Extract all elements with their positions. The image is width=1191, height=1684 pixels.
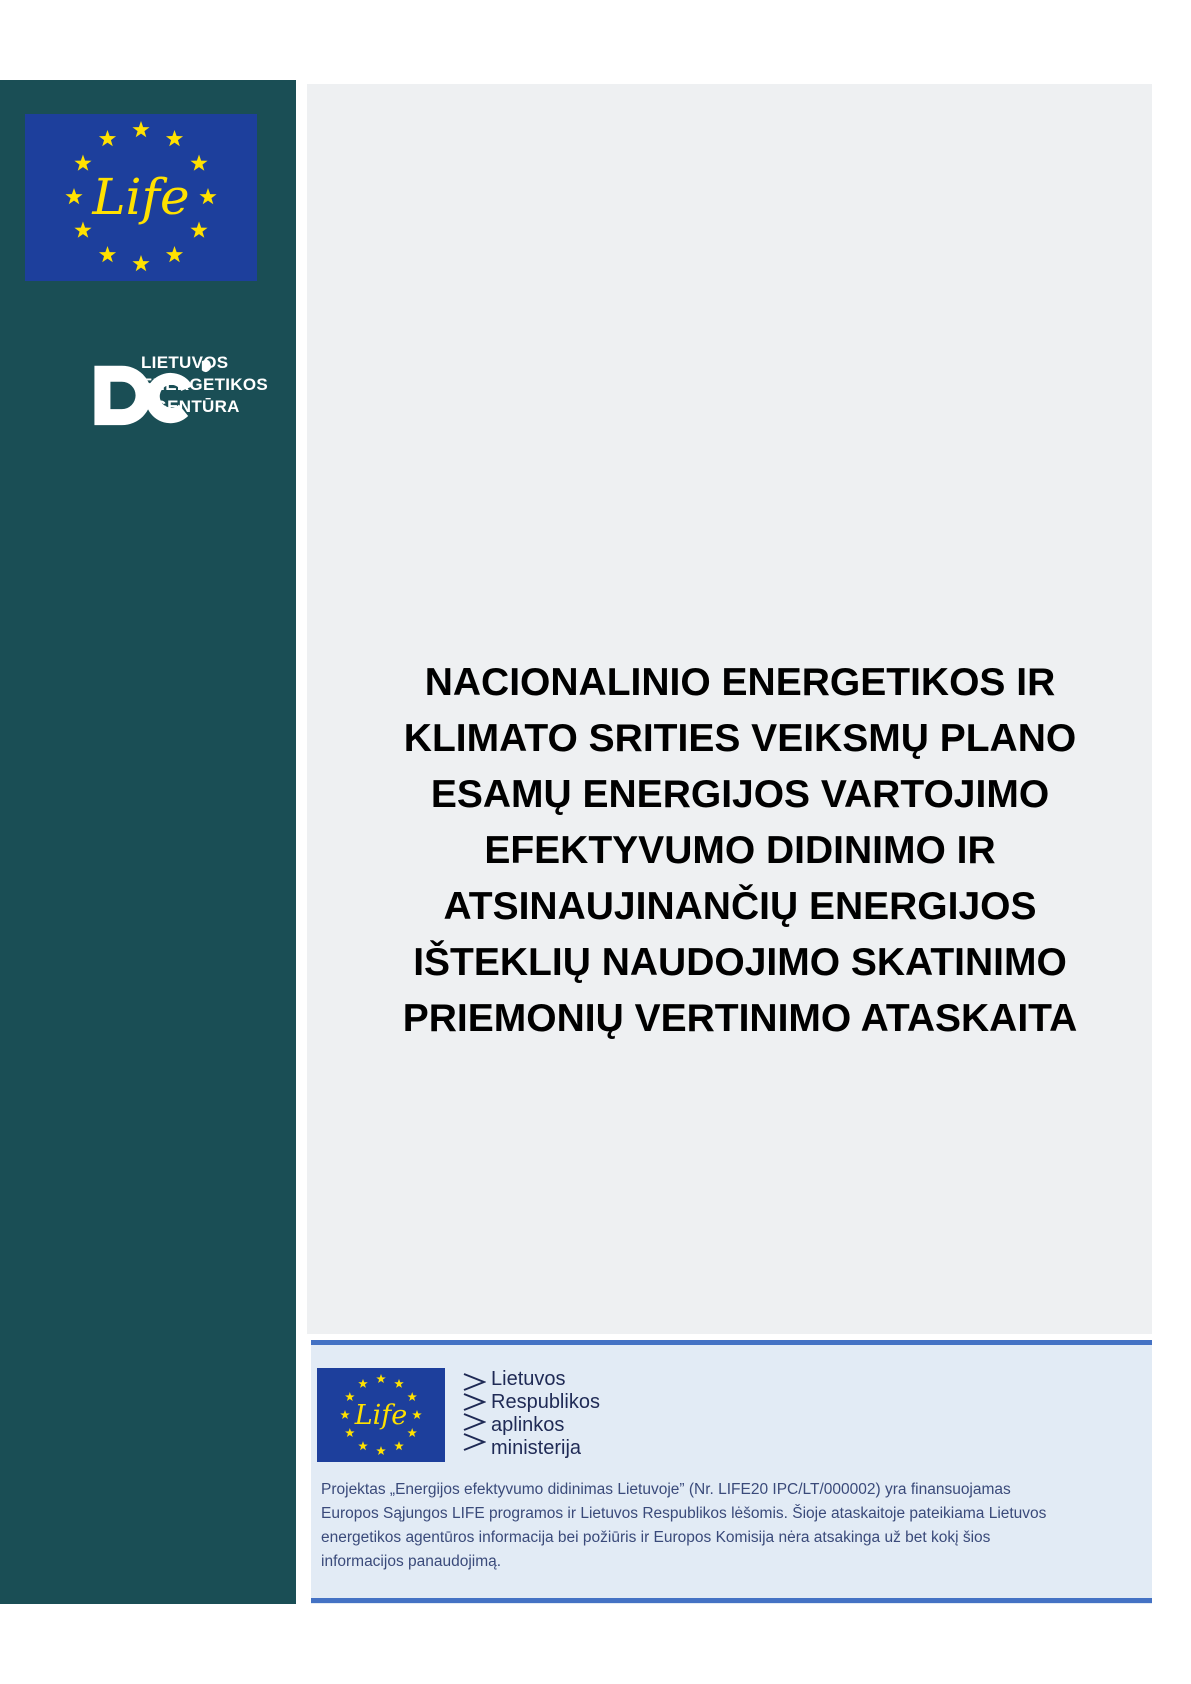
- title-line: ESAMŲ ENERGIJOS VARTOJIMO: [430, 773, 1050, 816]
- report-title: [340, 655, 1140, 1047]
- eu-star-icon: [394, 1441, 404, 1450]
- eu-star-icon: [166, 130, 183, 146]
- eu-star-icon: [190, 155, 207, 171]
- eu-life-logo: [25, 114, 257, 281]
- funding-disclaimer: [321, 1478, 1151, 1574]
- eu-star-icon: [407, 1428, 417, 1437]
- eu-star-icon: [190, 222, 207, 238]
- footer-eu-flag-graphic: [317, 1368, 445, 1462]
- agency-name: [141, 352, 268, 418]
- eu-star-icon: [74, 155, 91, 171]
- disclaimer-line: Europos Sąjungos LIFE programos ir Lietuvos Respublikos lėšomis. Šioje ataskaitoje pateikiama Lietuvos: [321, 1505, 1047, 1522]
- eu-star-icon: [376, 1374, 386, 1383]
- eu-star-icon: [99, 246, 116, 262]
- eu-star-icon: [166, 246, 183, 262]
- title-line: NACIONALINIO ENERGETIKOS IR: [424, 661, 1056, 704]
- disclaimer-line: energetikos agentūros informacija bei požiūris ir Europos Komisija nėra atsakinga už bet kokį šios: [321, 1529, 991, 1546]
- ministry-name-line: Lietuvos: [491, 1368, 566, 1390]
- ministry-name-line: ministerija: [491, 1437, 582, 1459]
- eu-star-icon: [132, 255, 149, 271]
- eu-flag-graphic: [25, 114, 257, 281]
- eu-star-icon: [340, 1410, 350, 1419]
- title-line: IŠTEKLIŲ NAUDOJIMO SKATINIMO: [413, 941, 1067, 984]
- ministry-name-line: Respublikos: [491, 1391, 600, 1413]
- eu-star-icon: [99, 130, 116, 146]
- disclaimer-line: informacijos panaudojimą.: [321, 1553, 502, 1570]
- title-line: EFEKTYVUMO DIDINIMO IR: [484, 829, 996, 872]
- eu-star-icon: [74, 222, 91, 238]
- ministry-name-line: aplinkos: [491, 1414, 565, 1436]
- eu-star-icon: [132, 121, 149, 137]
- title-line: KLIMATO SRITIES VEIKSMŲ PLANO: [403, 717, 1077, 760]
- funding-footer: [311, 1340, 1152, 1604]
- agency-name-line: ENERGETIKOS: [141, 375, 269, 394]
- footer-eu-life-logo: [317, 1368, 445, 1462]
- title-line: PRIEMONIŲ VERTINIMO ATASKAITA: [402, 997, 1078, 1040]
- eu-star-icon: [199, 188, 216, 204]
- footer-life-wordmark: Life: [354, 1400, 408, 1431]
- ministry-name: [491, 1368, 600, 1460]
- footer-divider-bottom: [311, 1598, 1152, 1603]
- eu-star-icon: [345, 1392, 355, 1401]
- eu-star-icon: [65, 188, 82, 204]
- ministry-emblem-icon: [462, 1368, 486, 1464]
- eu-star-icon: [358, 1379, 368, 1388]
- eu-star-icon: [376, 1446, 386, 1455]
- agency-name-line: LIETUVOS: [141, 353, 229, 372]
- eu-star-icon: [358, 1441, 368, 1450]
- life-wordmark: Life: [92, 168, 190, 226]
- sidebar: [0, 80, 296, 1604]
- eu-star-icon: [345, 1428, 355, 1437]
- eu-star-icon: [407, 1392, 417, 1401]
- disclaimer-line: Projektas „Energijos efektyvumo didinimas Lietuvoje” (Nr. LIFE20 IPC/LT/000002) yra finansuojamas: [321, 1481, 1011, 1498]
- title-line: ATSINAUJINANČIŲ ENERGIJOS: [443, 885, 1037, 928]
- eu-star-icon: [412, 1410, 422, 1419]
- eu-star-icon: [394, 1379, 404, 1388]
- agency-name-line: AGENTŪRA: [141, 397, 240, 416]
- footer-divider-top: [311, 1340, 1152, 1345]
